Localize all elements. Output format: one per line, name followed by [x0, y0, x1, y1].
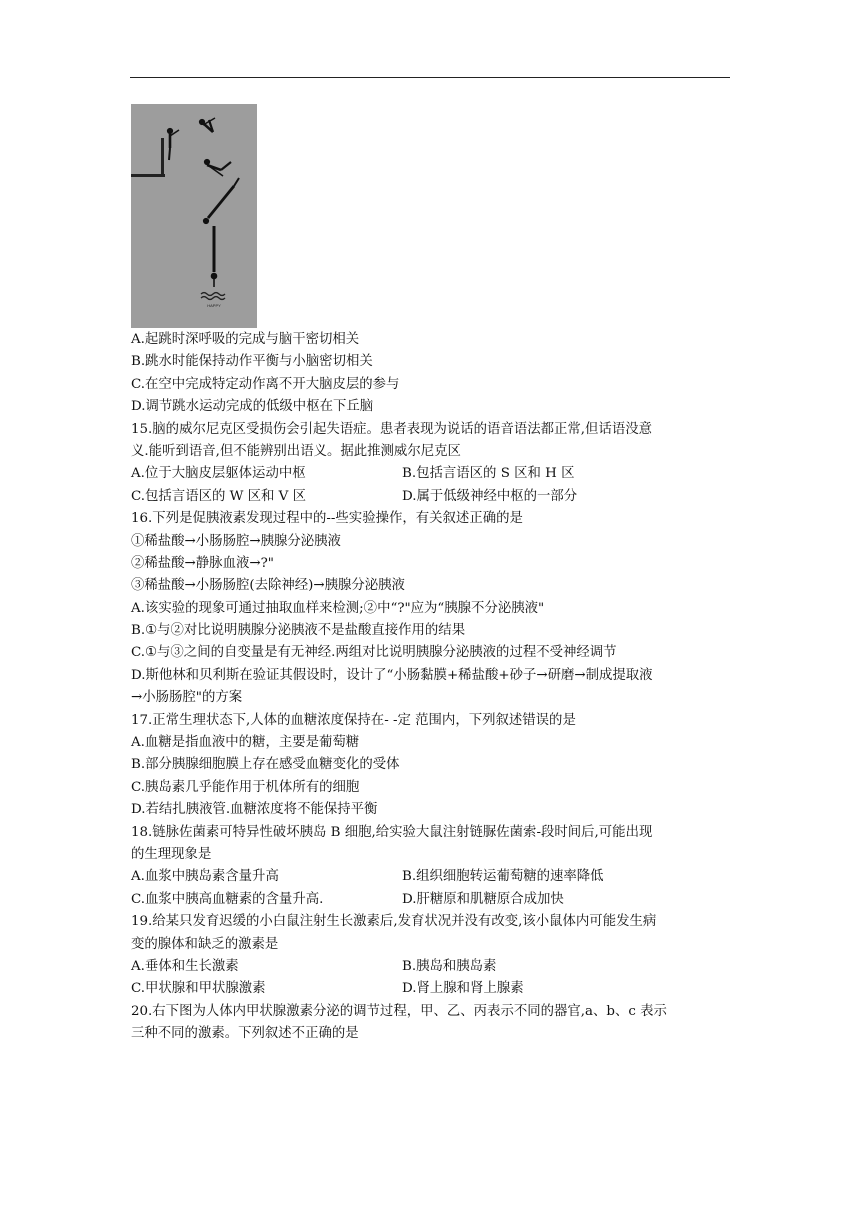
diver-vertical — [211, 226, 217, 287]
q20-stem-line-2: 三种不同的激素。下列叙述不正确的是 — [131, 1026, 359, 1042]
q15-options-row-2 — [131, 486, 731, 508]
q18-option-c: C.血浆中胰高血糖素的含量升高. — [131, 891, 324, 907]
q16-stem: 16.下列是促胰液素发现过程中的--些实验操作，有关叙述正确的是 — [131, 511, 523, 527]
q19-option-b: B.胰岛和胰岛素 — [402, 958, 497, 974]
q19-option-d: D.肾上腺和肾上腺素 — [402, 981, 524, 997]
q15-options-row-1 — [131, 463, 731, 485]
q16-option-b: B.①与②对比说明胰腺分泌胰液不是盐酸直接作用的结果 — [131, 623, 466, 639]
q14-option-b: B.跳水时能保持动作平衡与小脑密切相关 — [131, 354, 373, 370]
diving-figure — [131, 104, 257, 328]
q19-option-a: A.垂体和生长激素 — [131, 958, 239, 974]
q15-option-a: A.位于大脑皮层躯体运动中枢 — [131, 466, 306, 482]
q16-step-1: ①稀盐酸→小肠肠腔→胰腺分泌胰液 — [131, 533, 341, 549]
platform-deck — [131, 174, 165, 177]
q17-option-b: B.部分胰腺细胞膜上存在感受血糖变化的受体 — [131, 757, 400, 773]
q16-step-2: ②稀盐酸→静脉血液→?" — [131, 555, 274, 571]
platform-post — [161, 138, 164, 176]
diver-extended — [203, 178, 239, 224]
q15-stem-line-2: 义.能听到语音,但不能辨别出语义。据此推测威尔尼克区 — [131, 443, 461, 459]
q17-option-c: C.胰岛素几乎能作用于机体所有的细胞 — [131, 779, 360, 795]
q18-options-row-1 — [131, 866, 731, 888]
q14-option-d: D.调节跳水运动完成的低级中枢在下丘脑 — [131, 399, 374, 415]
q18-stem-line-1: 18.链脉佐菌素可特异性破坏胰岛 B 细胞,给实验大鼠注射链脲佐菌索-段时间后,可能出现 — [131, 824, 653, 840]
q18-option-a: A.血浆中胰岛素含量升高 — [131, 869, 279, 885]
q19-stem-line-1: 19.给某只发育迟缓的小白鼠注射生长激素后,发育状况并没有改变,该小鼠体内可能发生病 — [131, 914, 657, 930]
figure-caption: HAPPY — [207, 303, 221, 308]
diver-standing — [167, 128, 179, 160]
q18-option-b: B.组织细胞转运葡萄糖的速率降低 — [402, 869, 604, 885]
q14-option-a: A.起跳时深呼吸的完成与脑干密切相关 — [131, 332, 360, 347]
q18-options-row-2 — [131, 889, 731, 911]
q17-option-d: D.若结扎胰液管.血糖浓度将不能保持平衡 — [131, 802, 378, 818]
diver-sequence-illustration — [131, 104, 257, 328]
q15-stem-line-1: 15.脑的威尔尼克区受损伤会引起失语症。患者表现为说话的语音语法都正常,但话语没意 — [131, 421, 653, 437]
question-text — [131, 329, 731, 1046]
q20-stem-line-1: 20.右下图为人体内甲状腺激素分泌的调节过程，甲、乙、丙表示不同的器官,a、b、c 表示 — [131, 1003, 667, 1019]
q19-options-row-2 — [131, 978, 731, 1000]
q16-option-a: A.该实验的现象可通过抽取血样来检测;②中“?"应为“胰腺不分泌胰液" — [131, 600, 545, 616]
q15-option-c: C.包括言语区的 W 区和 V 区 — [131, 488, 306, 504]
diver-pike — [199, 118, 215, 132]
q19-stem-line-2: 变的腺体和缺乏的激素是 — [131, 936, 279, 952]
q16-option-d-line-2: →小肠肠腔"的方案 — [131, 690, 243, 706]
q14-option-c: C.在空中完成特定动作离不开大脑皮层的参与 — [131, 376, 400, 392]
q18-stem-line-2: 的生理现象是 — [131, 846, 212, 862]
q19-option-c: C.甲状腺和甲状腺激素 — [131, 981, 266, 997]
water-wave-2 — [201, 297, 225, 300]
q19-options-row-1 — [131, 956, 731, 978]
q16-step-3: ③稀盐酸→小肠肠腔(去除神经)→胰腺分泌胰液 — [131, 578, 405, 594]
q17-stem: 17.正常生理状态下,人体的血糖浓度保持在- -定 范围内，下列叙述错误的是 — [131, 712, 576, 728]
q17-option-a: A.血糖是指血液中的糖，主要是葡萄糖 — [131, 735, 360, 751]
water-wave-1 — [201, 293, 225, 296]
q16-option-d-line-1: D.斯他林和贝利斯在验证其假设时，设计了“小肠黏膜+稀盐酸+砂子→研磨→制成提取液 — [131, 667, 653, 683]
q15-option-d: D.属于低级神经中枢的一部分 — [402, 488, 578, 504]
q18-option-d: D.肝糖原和肌糖原合成加快 — [402, 891, 564, 907]
q15-option-b: B.包括言语区的 S 区和 H 区 — [402, 466, 575, 482]
q16-option-c: C.①与③之间的自变量是有无神经.两组对比说明胰腺分泌胰液的过程不受神经调节 — [131, 645, 617, 661]
header-rule — [130, 77, 730, 78]
diver-tuck — [204, 159, 231, 176]
